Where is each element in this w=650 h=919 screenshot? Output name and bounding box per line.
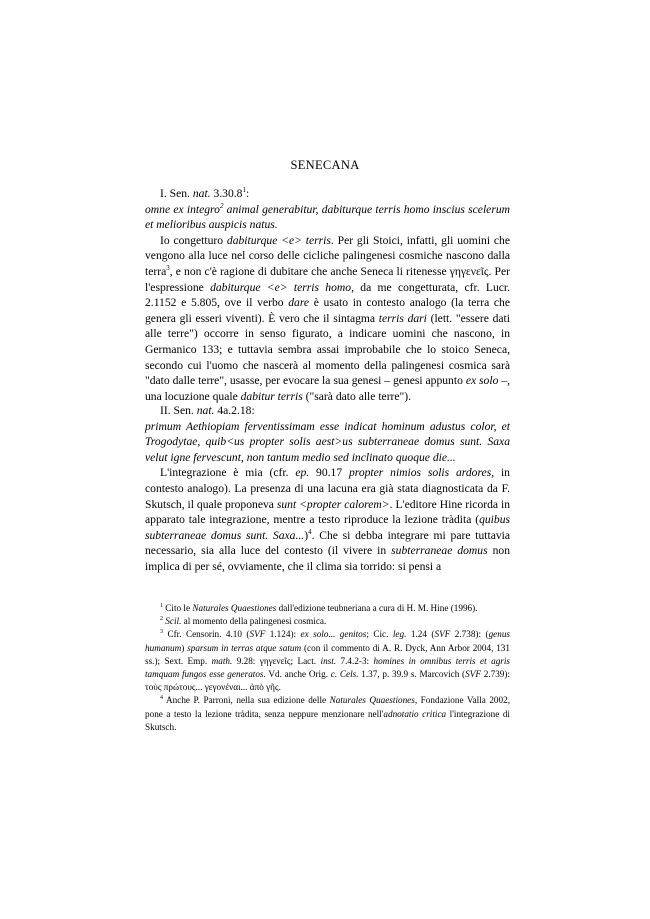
footnote-ref-3: 3 [166, 264, 170, 273]
footnote-4: $^4$ Anche P. Parroni, nella sua edizione delle Naturales Quaestiones, Fondazione Valla 2002, pone a testo la lezione tràdita, senza neppure menzionare nell'adnotatio critica l'integrazione di Skutsch. [145, 695, 511, 732]
page-title: SENECANA [290, 158, 360, 172]
footnote-ref-2: 2 [219, 201, 224, 210]
footnote-3: $^3$ Cfr. Censorin. 4.10 (SVF 1.124): ex solo... genitos; Cic. leg. 1.24 (SVF 2.738): (genus humanum) sparsum in terras atque satum (con il commento di A. R. Dyck, Ann Arbor 2004, 131 ss.); Sext. Emp. math. 9.28: γηγενεῖς; Lact. inst. 7.4.2-3: homines in omnibus terris et agris tamquam fungos esse generatos. Vd. anche Orig. c. Cels. 1.37, p. 39.9 s. Marcovich (SVF 2.739): τοὺς πρώτους... γεγονέναι... ἀπὸ γῆς. [145, 629, 510, 693]
section-2 [145, 403, 510, 575]
section-1-paragraph: Io congetturo dabiturque <e> terris. Per gli Stoici, infatti, gli uomini che vengono alla luce nel corso delle cicliche palingenesi cosmiche nascono dalla terra$^3$, e non c'è ragione di dubitare che anche Seneca li ritenesse γηγενεῖς. Per l'espressione dabiturque <e> terris homo, da me congetturata, cfr. Lucr. 2.1152 e 5.805, ove il verbo dare è usato in contesto analogo (la terra che genera gli esseri viventi). È vero che il sintagma terris dari (lett. "essere dati alle terre") occorre in senso figurato, a indicare uomini che nascono, in Germanico 133; e tuttavia sembra assai improbabile che lo stoico Seneca, secondo cui l'uomo che nascerà al momento della palingenesi cosmica sarà "dato dalle terre", usasse, per evocare la sua genesi – genesi appunto ex solo –, una locuzione quale dabitur terris ("sarà dato alle terre"). [145, 233, 511, 403]
footnote-ref-1: 1 [242, 186, 246, 195]
footnote-ref-4: 4 [308, 527, 312, 536]
section-2-heading: II. Sen. nat. 4a.2.18: [160, 404, 255, 417]
section-1 [145, 186, 510, 404]
section-1-heading: I. Sen. nat. 3.30.8$^1$: [160, 186, 250, 200]
footnote-1: $^1$ Cito le Naturales Quaestiones dall'edizione teubneriana a cura di H. M. Hine (1996). [160, 602, 478, 613]
footnote-2: $^2$ Scil. al momento della palingenesi cosmica. [160, 616, 327, 627]
section-2-quote: primum Aethiopiam ferventissimam esse indicat hominum adustus color, et Trogodytae, quib<us propter solis aest>us subterraneae domus sunt. Saxa velut igne fervescunt, non tantum medio sed inclinato quoque die... [145, 419, 510, 464]
section-2-paragraph: L'integrazione è mia (cfr. ep. 90.17 propter nimios solis ardores, in contesto analogo). La presenza di una lacuna era già stata diagnosticata da F. Skutsch, il quale proponeva sunt <propter calorem>. L'editore Hine ricorda in apparato tale integrazione, mentre a testo riproduce la lezione tràdita (quibus subterraneae domus sunt. Saxa...)$^4$. Che si debba integrare mi pare tuttavia necessario, sia alla luce del contesto (il vivere in subterraneae domus non implica di per sé, ovviamente, che il clima sia torrido: si pensi a [145, 466, 510, 573]
footnotes [145, 602, 510, 734]
section-1-quote: omne ex integro$^2$ animal generabitur, dabiturque terris homo inscius scelerum et melioribus auspicis natus. [145, 201, 511, 232]
